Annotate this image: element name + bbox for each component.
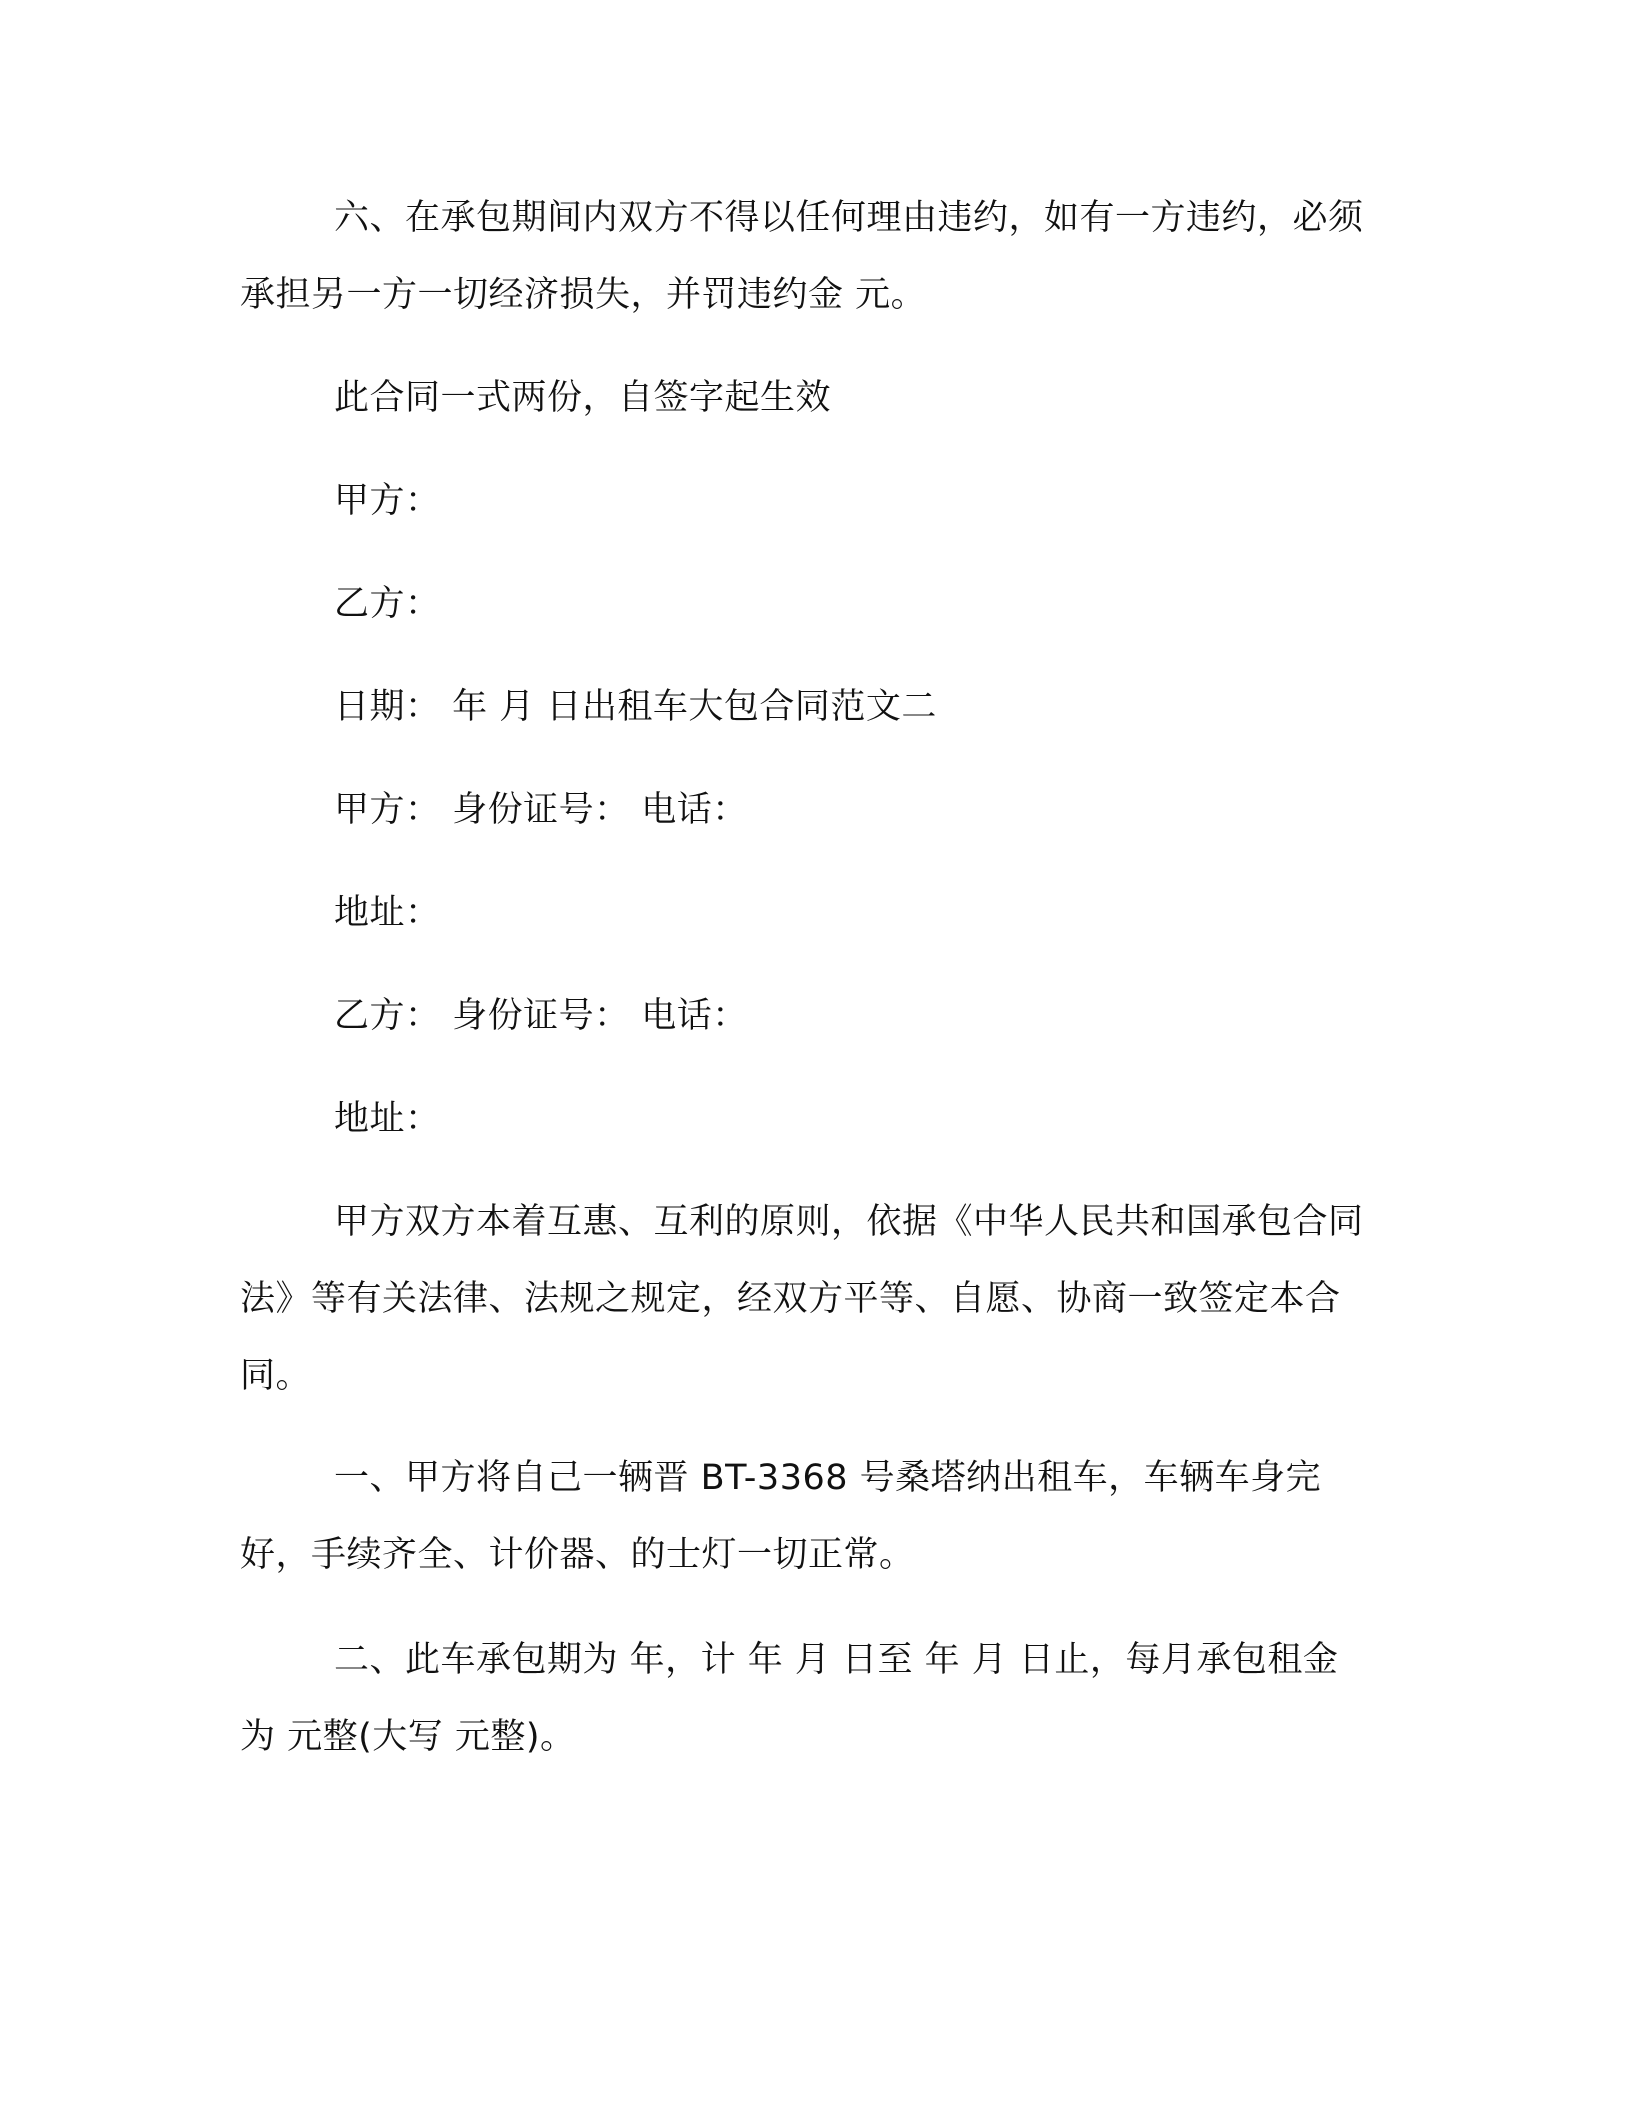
- party-a-address-line: 地址：: [334, 893, 441, 933]
- paragraph-clause-one: 一、甲方将自己一辆晋 BT-3368 号桑塔纳出租车，车辆车身完好，手续齐全、计价器、的士灯一切正常。: [240, 1458, 1322, 1575]
- party-b-info-line: 乙方： 身份证号： 电话：: [334, 996, 748, 1036]
- paragraph-effective: 此合同一式两份，自签字起生效: [334, 378, 832, 418]
- party-b-label: 乙方：: [334, 584, 441, 624]
- date-title-line: 日期： 年 月 日出租车大包合同范文二: [334, 687, 937, 727]
- party-a-info-line: 甲方： 身份证号： 电话：: [334, 790, 748, 830]
- paragraph-clause-two: 二、此车承包期为 年，计 年 月 日至 年 月 日止，每月承包租金为 元整(大写 元整)。: [240, 1640, 1339, 1757]
- party-a-label: 甲方：: [334, 481, 441, 521]
- paragraph-clause-six: 六、在承包期间内双方不得以任何理由违约，如有一方违约，必须承担另一方一切经济损失，并罚违约金 元。: [240, 198, 1364, 315]
- paragraph-preamble: 甲方双方本着互惠、互利的原则，依据《中华人民共和国承包合同法》等有关法律、法规之规定，经双方平等、自愿、协商一致签定本合同。: [240, 1202, 1364, 1396]
- party-b-address-line: 地址：: [334, 1099, 441, 1139]
